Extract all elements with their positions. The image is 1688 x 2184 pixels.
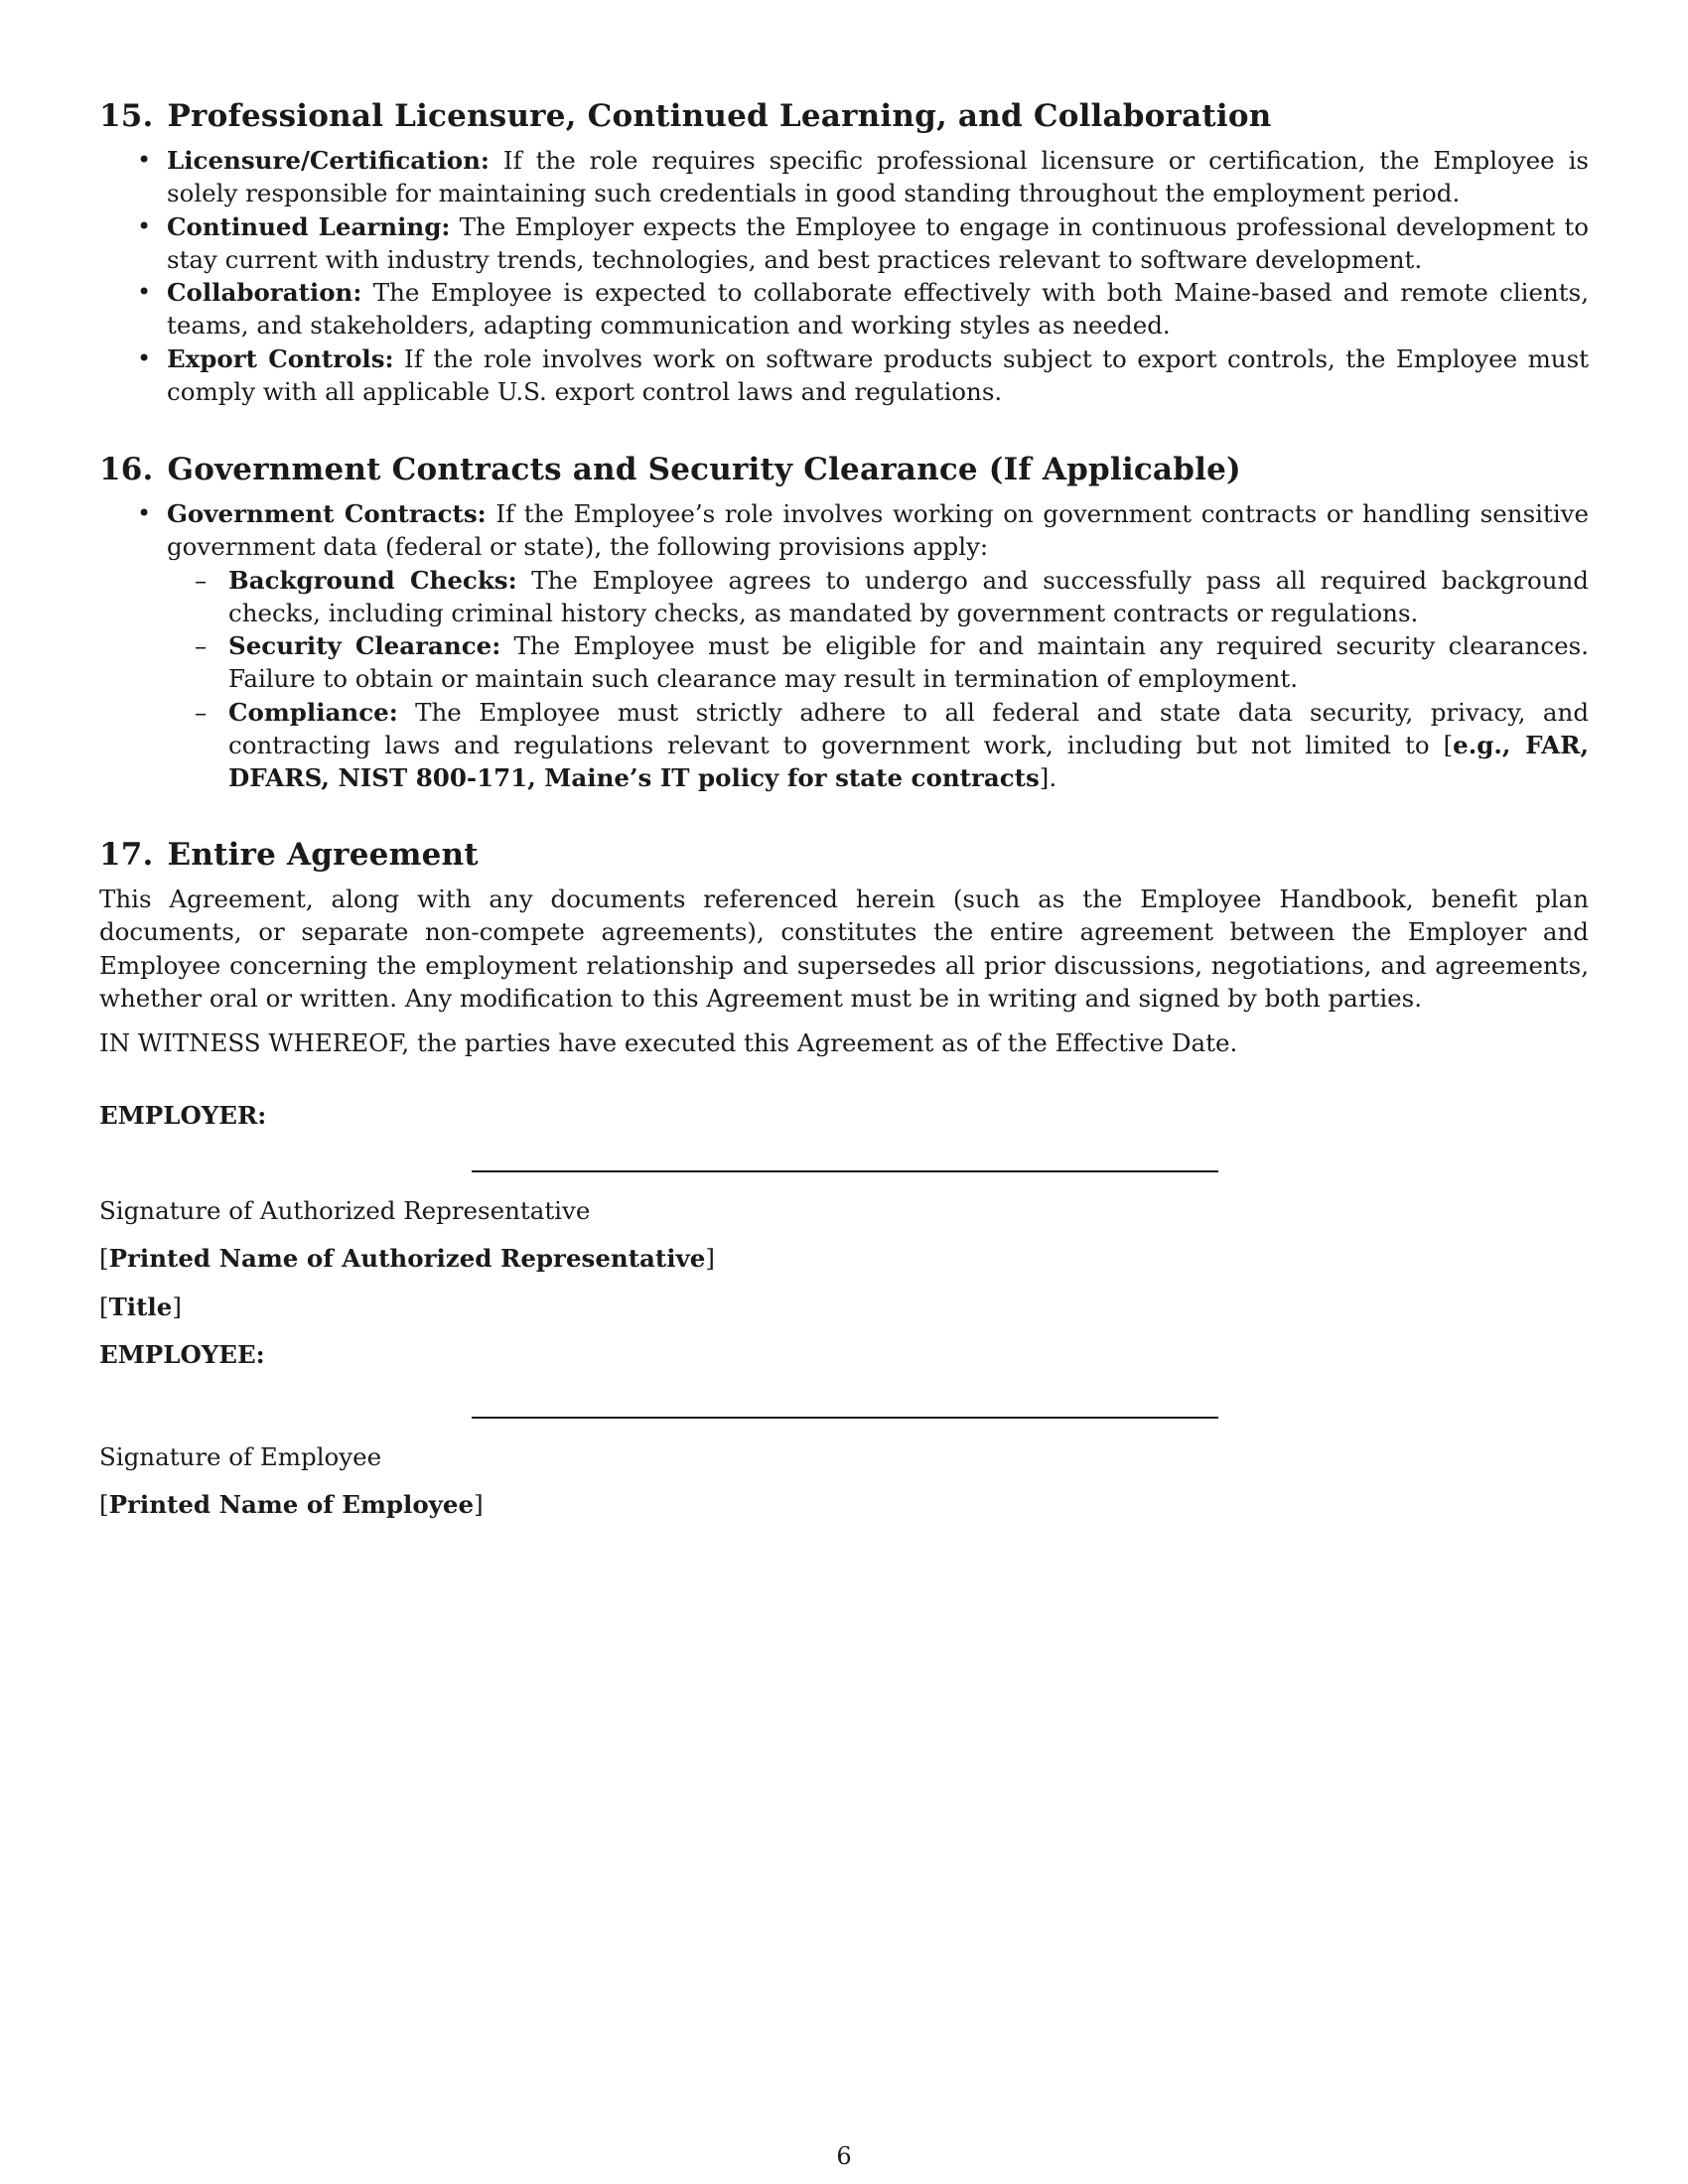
section-16-list <box>99 497 1589 795</box>
employee-signature-line[interactable] <box>472 1417 1218 1419</box>
section-16-title <box>99 448 1589 491</box>
item-text: The Employee is expected to collaborate effectively with both Maine-based and remote clients, teams, and stakeholders, adapting communication and working styles as needed. <box>167 278 1589 341</box>
section-heading: Professional Licensure, Continued Learning, and Collaboration <box>167 98 1272 134</box>
list-item <box>99 497 1589 795</box>
section-heading: Entire Agreement <box>167 837 479 873</box>
item-text: The Employee must be eligible for and maintain any required security clearances. Failure to obtain or maintain such clearance may result in termination of employment. <box>228 631 1589 694</box>
item-label: Collaboration: <box>167 278 362 308</box>
item-label: Compliance: <box>228 697 398 727</box>
bracket-close: ]. <box>1039 763 1057 793</box>
item-text: The Employer expects the Employee to engage in continuous professional development to stay current with industry trends, technologies, and best practices relevant to software development. <box>167 211 1589 274</box>
employee-heading <box>99 1338 265 1371</box>
section-15 <box>99 94 1589 408</box>
employee-printed-name-text: Printed Name of Employee <box>108 1490 475 1519</box>
employer-signature-caption: Signature of Authorized Representative <box>99 1196 591 1225</box>
witness-statement: IN WITNESS WHEREOF, the parties have executed this Agreement as of the Effective Date. <box>99 1028 1238 1058</box>
item-text: The Employee must strictly adhere to all federal and state data security, privacy, and contracting laws and regulations relevant to government work, including but not limited to <box>228 697 1589 760</box>
item-text: If the Employee’s role involves working on government contracts or handling sensitive government data (federal or state), the following provisions apply: <box>167 499 1589 562</box>
item-label: Government Contracts: <box>167 499 487 528</box>
employer-heading <box>99 1099 266 1132</box>
employer-signature-line[interactable] <box>472 1170 1218 1172</box>
item-text: If the role requires specific professional licensure or certification, the Employee is solely responsible for maintaining such credentials in good standing throughout the employment period. <box>167 146 1589 208</box>
section-16 <box>99 448 1589 795</box>
item-text: The Employee agrees to undergo and successfully pass all required background checks, including criminal history checks, as mandated by government contracts or regulations. <box>228 565 1589 627</box>
list-item <box>99 276 1589 342</box>
bracket-open: [ <box>1443 731 1454 760</box>
employee-heading-text: EMPLOYEE: <box>99 1340 265 1369</box>
employee-printed-name: [Printed Name of Employee] <box>99 1490 484 1519</box>
section-heading: Government Contracts and Security Clearance (If Applicable) <box>167 452 1241 487</box>
item-label: Security Clearance: <box>228 631 501 661</box>
sub-list <box>167 564 1589 795</box>
section-15-list <box>99 144 1589 408</box>
item-text: If the role involves work on software products subject to export controls, the Employee must comply with all applicable U.S. export control laws and regulations. <box>167 343 1589 407</box>
item-label: Export Controls: <box>167 343 394 373</box>
section-15-title <box>99 94 1589 138</box>
item-label: Licensure/Certification: <box>167 146 490 175</box>
section-number: 17. <box>99 837 154 873</box>
sub-list-item <box>167 696 1589 795</box>
employee-signature-caption: Signature of Employee <box>99 1442 382 1471</box>
employer-heading-text: EMPLOYER: <box>99 1101 267 1130</box>
list-item <box>99 342 1589 409</box>
employer-title-text: Title <box>108 1293 173 1321</box>
section-number: 16. <box>99 452 154 487</box>
section-number: 15. <box>99 98 154 134</box>
list-item <box>99 210 1589 277</box>
section-17 <box>99 833 1589 1059</box>
entire-agreement-paragraph: This Agreement, along with any documents referenced herein (such as the Employee Handbook, benefit plan documents, or separate non-compete agreements), constitutes the entire agreement between the Employer and Employee concerning the employment relationship and supersedes all prior discussions, negotiations, and agreements, whether oral or written. Any modification to this Agreement must be in writing and signed by both parties. <box>99 885 1589 1013</box>
employer-printed-name-text: Printed Name of Authorized Representative <box>108 1244 706 1273</box>
item-label: Background Checks: <box>228 565 517 595</box>
page-number: 6 <box>836 2142 852 2170</box>
employer-title: [Title] <box>99 1293 182 1321</box>
section-17-title <box>99 833 1589 877</box>
sub-list-item <box>167 629 1589 696</box>
regulation-reference: e.g., FAR, DFARS, NIST 800-171, Maine’s IT policy for state contracts <box>228 731 1589 793</box>
sub-list-item <box>167 564 1589 630</box>
item-label: Continued Learning: <box>167 211 451 241</box>
employer-printed-name: [Printed Name of Authorized Representative] <box>99 1244 715 1273</box>
list-item <box>99 144 1589 210</box>
